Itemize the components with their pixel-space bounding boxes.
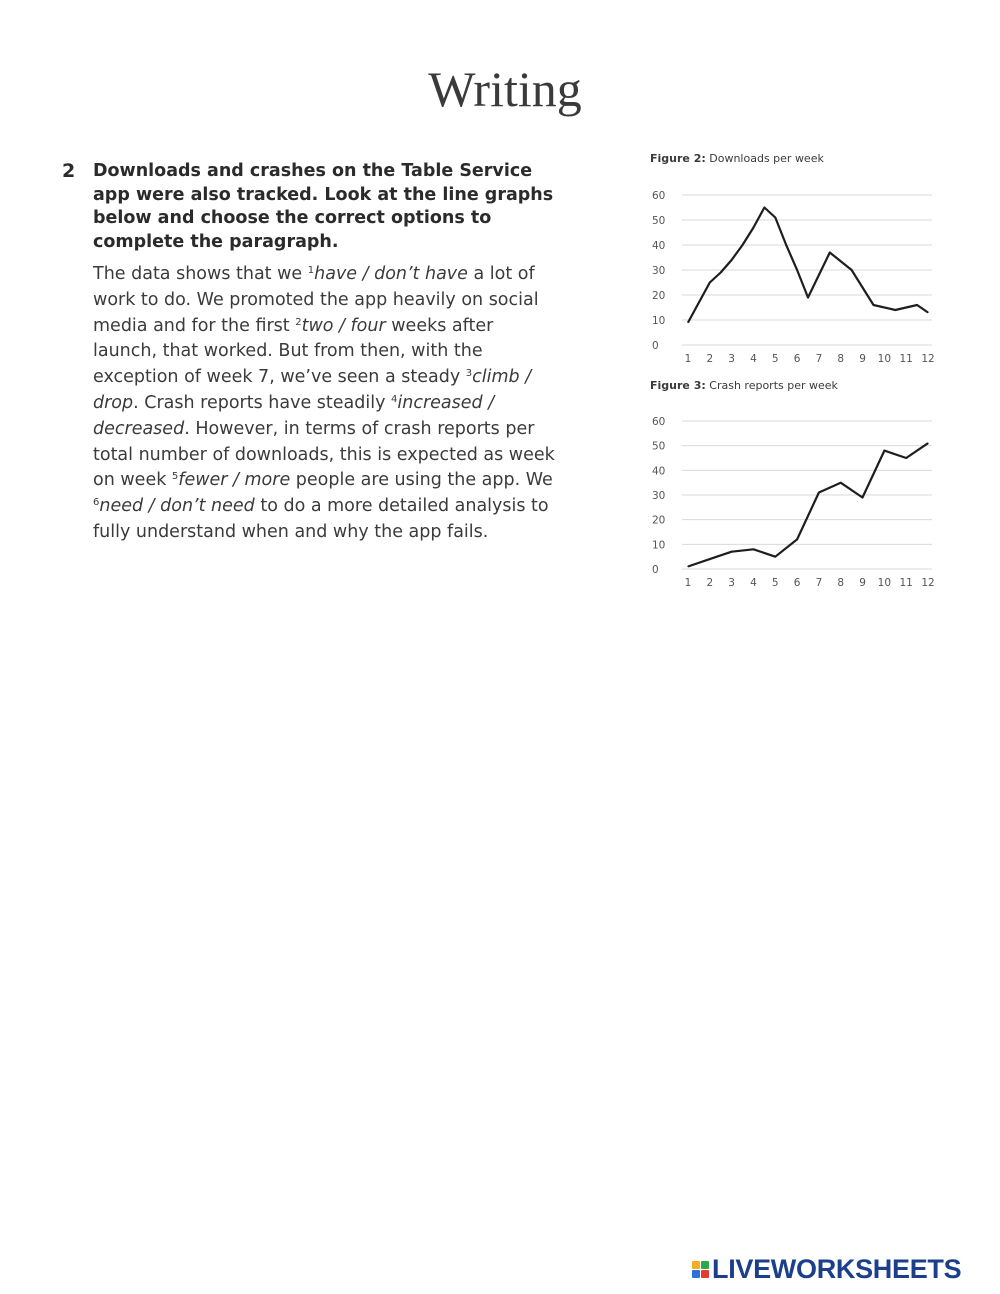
liveworksheets-logo <box>692 1254 961 1285</box>
data-point <box>851 269 852 270</box>
gap-number: 3 <box>465 368 473 380</box>
x-tick-label: 3 <box>728 353 735 365</box>
data-point <box>916 304 917 305</box>
data-point <box>786 244 787 245</box>
x-tick-label: 10 <box>877 577 892 589</box>
y-tick-label: 40 <box>652 465 666 478</box>
exercise-2 <box>62 160 562 546</box>
x-tick-label: 4 <box>750 353 757 365</box>
data-point <box>895 309 896 310</box>
data-point <box>731 259 732 260</box>
x-tick-label: 6 <box>793 353 801 365</box>
paragraph-text: a lot of work to do. We promoted the app heavily on social media and for the first <box>93 264 539 336</box>
series-line <box>688 208 928 323</box>
gap-number: 1 <box>307 265 315 276</box>
y-tick-label: 20 <box>652 290 666 302</box>
option-2[interactable]: two / four <box>301 315 386 336</box>
x-tick-label: 12 <box>921 577 935 589</box>
x-tick-label: 2 <box>706 353 714 365</box>
data-point <box>807 297 808 298</box>
paragraph-text: The data shows that we <box>93 264 308 284</box>
x-tick-label: 11 <box>899 577 913 589</box>
exercise-number: 2 <box>62 160 76 182</box>
paragraph-text: . Crash reports have steadily <box>133 392 392 413</box>
data-point <box>884 450 885 451</box>
x-tick-label: 2 <box>706 577 714 589</box>
data-point <box>753 549 754 550</box>
x-tick-label: 7 <box>815 353 823 365</box>
data-point <box>829 252 830 253</box>
chart-title-prefix: Figure 3: <box>650 379 706 392</box>
option-1[interactable]: have / don’t have <box>314 264 468 284</box>
figure-3-chart <box>650 379 950 611</box>
data-point <box>687 566 688 567</box>
x-tick-label: 9 <box>859 577 866 589</box>
y-tick-label: 20 <box>652 514 666 527</box>
crash-reports-line-chart <box>650 392 950 607</box>
logo-mark-square <box>692 1270 700 1278</box>
chart-title-text: Downloads per week <box>709 152 824 165</box>
paragraph-text: weeks after launch, that worked. But from then, with the exception of week 7, we’ve seen a steady <box>93 315 494 388</box>
series-line <box>688 443 928 566</box>
downloads-line-chart <box>650 165 950 365</box>
data-point <box>731 551 732 552</box>
data-point <box>906 457 907 458</box>
x-tick-label: 8 <box>837 353 845 365</box>
logo-mark-square <box>701 1270 709 1278</box>
x-tick-label: 9 <box>859 353 866 365</box>
y-tick-label: 50 <box>652 440 666 453</box>
option-5[interactable]: fewer / more <box>178 470 291 491</box>
data-point <box>775 217 776 218</box>
y-tick-label: 0 <box>652 564 659 576</box>
x-tick-label: 5 <box>771 577 779 589</box>
gap-number: 4 <box>391 393 398 405</box>
chart-title-prefix: Figure 2: <box>650 152 706 165</box>
chart-title <box>650 152 950 165</box>
data-point <box>720 272 721 273</box>
option-6[interactable]: need / don’t need <box>99 496 255 517</box>
x-tick-label: 7 <box>815 577 823 589</box>
y-tick-label: 30 <box>652 490 666 502</box>
x-tick-label: 1 <box>684 577 692 589</box>
y-tick-label: 50 <box>652 215 666 227</box>
x-tick-label: 11 <box>899 353 913 365</box>
y-tick-label: 60 <box>652 190 666 202</box>
option-4[interactable]: increased / decreased <box>93 392 495 439</box>
x-tick-label: 8 <box>837 577 845 589</box>
chart-title-text: Crash reports per week <box>709 379 838 392</box>
data-point <box>927 312 928 313</box>
exercise-instruction: Downloads and crashes on the Table Service app were also tracked. Look at the line graphs below and choose the correct options to complete the paragraph. <box>93 161 554 252</box>
x-tick-label: 5 <box>771 353 779 365</box>
paragraph-text: . However, in terms of crash reports per total number of downloads, this is expected as week on week <box>93 418 555 491</box>
x-tick-label: 1 <box>684 353 692 365</box>
y-tick-label: 60 <box>652 416 666 428</box>
option-3[interactable]: climb / drop <box>93 367 532 413</box>
y-tick-label: 10 <box>652 539 666 552</box>
chart-title <box>650 379 950 392</box>
x-tick-label: 4 <box>750 577 757 589</box>
logo-mark-icon <box>692 1261 709 1278</box>
paragraph-text: to do a more detailed analysis to fully understand when and why the app fails. <box>93 496 549 542</box>
data-point <box>764 207 765 208</box>
data-point <box>742 244 743 245</box>
logo-mark-square <box>701 1261 709 1269</box>
data-point <box>927 443 928 444</box>
data-point <box>709 559 710 560</box>
y-tick-label: 10 <box>652 315 666 327</box>
data-point <box>775 556 776 557</box>
logo-mark-square <box>692 1261 700 1269</box>
gap-number: 2 <box>295 316 302 328</box>
gap-number: 5 <box>171 471 179 483</box>
data-point <box>687 322 688 323</box>
y-tick-label: 30 <box>652 265 666 277</box>
data-point <box>796 539 797 540</box>
data-point <box>873 304 874 305</box>
x-tick-label: 12 <box>921 353 935 365</box>
page-title: Writing <box>428 61 582 117</box>
x-tick-label: 6 <box>793 577 801 589</box>
data-point <box>862 497 863 498</box>
y-tick-label: 40 <box>652 240 666 252</box>
figure-2-chart <box>650 152 950 369</box>
gap-number: 6 <box>93 497 100 509</box>
data-point <box>709 282 710 283</box>
exercise-paragraph <box>93 262 562 546</box>
x-tick-label: 3 <box>728 577 735 589</box>
data-point <box>840 482 841 483</box>
data-point <box>796 269 797 270</box>
data-point <box>753 227 754 228</box>
data-point <box>698 302 699 303</box>
x-tick-label: 10 <box>877 353 892 365</box>
y-tick-label: 0 <box>652 340 659 352</box>
data-point <box>818 492 819 493</box>
logo-text: LIVEWORKSHEETS <box>712 1254 962 1284</box>
paragraph-text: people are using the app. We <box>290 470 553 491</box>
